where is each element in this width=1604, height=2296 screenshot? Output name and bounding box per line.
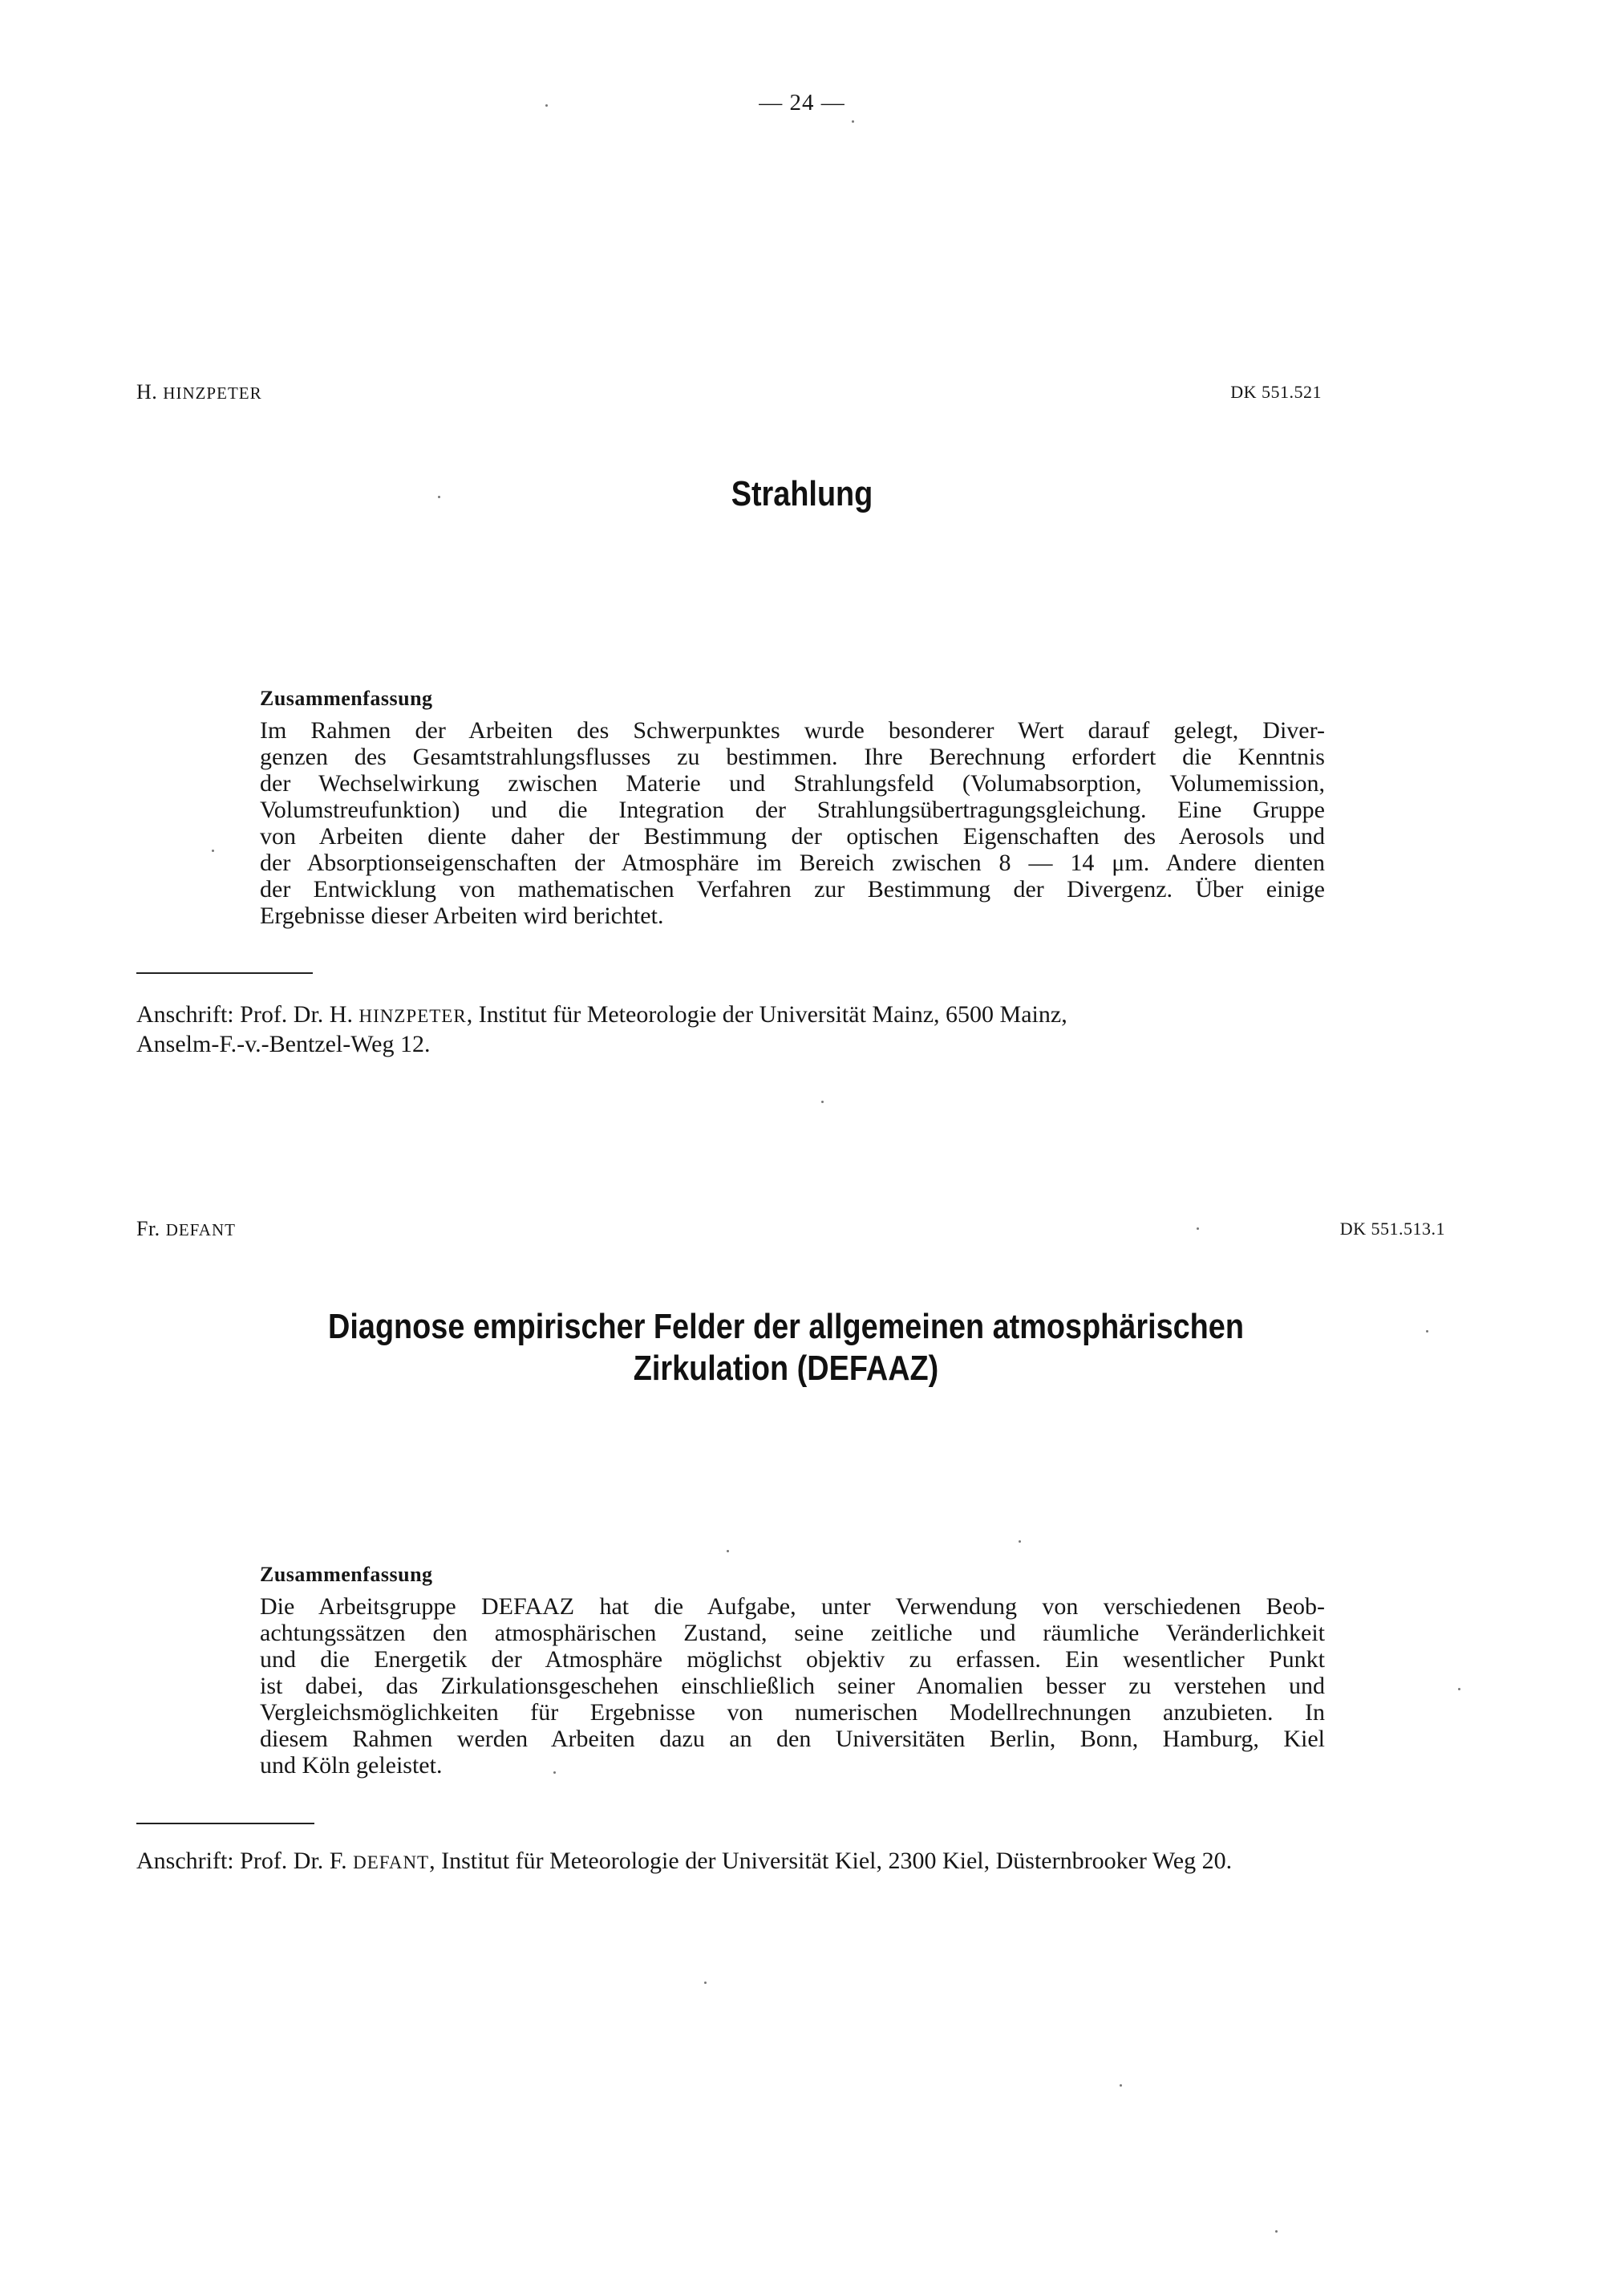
address-line-2: Anselm-F.-v.-Bentzel-Weg 12. xyxy=(136,1031,431,1057)
scan-speck xyxy=(821,1101,824,1103)
article-1-title-line: Strahlung xyxy=(731,474,873,513)
article-2-summary xyxy=(260,1593,1325,1779)
address-name: DEFANT xyxy=(353,1852,430,1872)
scan-speck xyxy=(1120,2084,1122,2087)
scan-speck xyxy=(704,1982,707,1984)
summary-line: und die Energetik der Atmosphäre möglichst objektiv zu erfassen. Ein wesentlicher Punkt xyxy=(260,1646,1325,1673)
address-name: HINZPETER xyxy=(358,1006,467,1026)
article-2-author-name: DEFANT xyxy=(165,1220,236,1239)
article-1-author xyxy=(136,380,262,404)
scan-speck xyxy=(727,1550,729,1552)
summary-line: diesem Rahmen werden Arbeiten dazu an den Universitäten Berlin, Bonn, Hamburg, Kiel xyxy=(260,1726,1325,1752)
address-line-1 xyxy=(136,1000,1067,1030)
address-prefix: Anschrift: Prof. Dr. H. xyxy=(136,1001,353,1028)
article-1-author-name: HINZPETER xyxy=(163,383,262,403)
article-2-title-line: Zirkulation (DEFAAZ) xyxy=(633,1349,939,1388)
scan-speck xyxy=(212,850,214,852)
summary-line: Vergleichsmöglichkeiten für Ergebnisse von numerischen Modellrechnungen anzubieten. In xyxy=(260,1699,1325,1726)
address-rest: , Institut für Meteorologie der Universität Mainz, 6500 Mainz, xyxy=(466,1001,1067,1028)
article-2-dk-number: DK 551.513.1 xyxy=(1339,1219,1445,1239)
page-number: — 24 — xyxy=(759,90,845,116)
article-1-title xyxy=(112,473,1492,515)
scan-speck xyxy=(1197,1227,1199,1230)
article-1-author-initial: H. xyxy=(136,380,158,404)
summary-line: und Köln geleistet. xyxy=(260,1752,443,1779)
summary-line: Volumstreufunktion) und die Integration der Strahlungsübertragungsgleichung. Eine Gruppe xyxy=(260,797,1325,823)
scan-speck xyxy=(438,496,440,498)
summary-line: von Arbeiten diente daher der Bestimmung der optischen Eigenschaften des Aerosols und xyxy=(260,823,1325,850)
scan-speck xyxy=(553,1771,556,1774)
article-2-address xyxy=(136,1847,1232,1876)
summary-line: der Entwicklung von mathematischen Verfahren zur Bestimmung der Divergenz. Über einige xyxy=(260,876,1325,903)
article-2-footnote-rule xyxy=(136,1823,314,1824)
summary-line: ist dabei, das Zirkulationsgeschehen einschließlich seiner Anomalien besser zu verstehen und xyxy=(260,1673,1325,1699)
summary-line: Im Rahmen der Arbeiten des Schwerpunktes wurde besonderer Wert darauf gelegt, Diver- xyxy=(260,717,1325,744)
summary-line: genzen des Gesamtstrahlungsflusses zu bestimmen. Ihre Berechnung erfordert die Kenntnis xyxy=(260,744,1325,770)
article-2-summary-heading: Zusammenfassung xyxy=(260,1563,433,1586)
article-2-author xyxy=(136,1217,236,1241)
summary-line: Ergebnisse dieser Arbeiten wird berichtet. xyxy=(260,903,664,929)
address-rest: , Institut für Meteorologie der Universität Kiel, 2300 Kiel, Düsternbrooker Weg 20. xyxy=(429,1848,1233,1874)
article-1-footnote-rule xyxy=(136,972,313,974)
summary-line: der Absorptionseigenschaften der Atmosphäre im Bereich zwischen 8 — 14 μm. Andere dienten xyxy=(260,850,1325,876)
summary-line: Die Arbeitsgruppe DEFAAZ hat die Aufgabe, unter Verwendung von verschiedenen Beob- xyxy=(260,1593,1325,1620)
article-1-summary xyxy=(260,717,1325,929)
article-2-title-line: Diagnose empirischer Felder der allgemeinen atmosphärischen xyxy=(328,1307,1244,1346)
article-1-address xyxy=(136,1000,1067,1058)
scan-speck xyxy=(1019,1540,1021,1543)
scan-speck xyxy=(1426,1330,1428,1333)
article-2-title xyxy=(110,1306,1462,1389)
article-2-author-initial: Fr. xyxy=(136,1217,160,1240)
summary-line: der Wechselwirkung zwischen Materie und Strahlungsfeld (Volumabsorption, Volumemission, xyxy=(260,770,1325,797)
address-line-1 xyxy=(136,1847,1232,1876)
article-1-summary-heading: Zusammenfassung xyxy=(260,687,433,710)
scan-speck xyxy=(1458,1688,1460,1690)
scan-speck xyxy=(852,120,854,123)
scan-speck xyxy=(1275,2230,1278,2233)
address-prefix: Anschrift: Prof. Dr. F. xyxy=(136,1848,347,1874)
article-1-dk-number: DK 551.521 xyxy=(1230,382,1322,402)
scan-speck xyxy=(545,104,548,107)
summary-line: achtungssätzen den atmosphärischen Zustand, seine zeitliche und räumliche Veränderlichkeit xyxy=(260,1620,1325,1646)
